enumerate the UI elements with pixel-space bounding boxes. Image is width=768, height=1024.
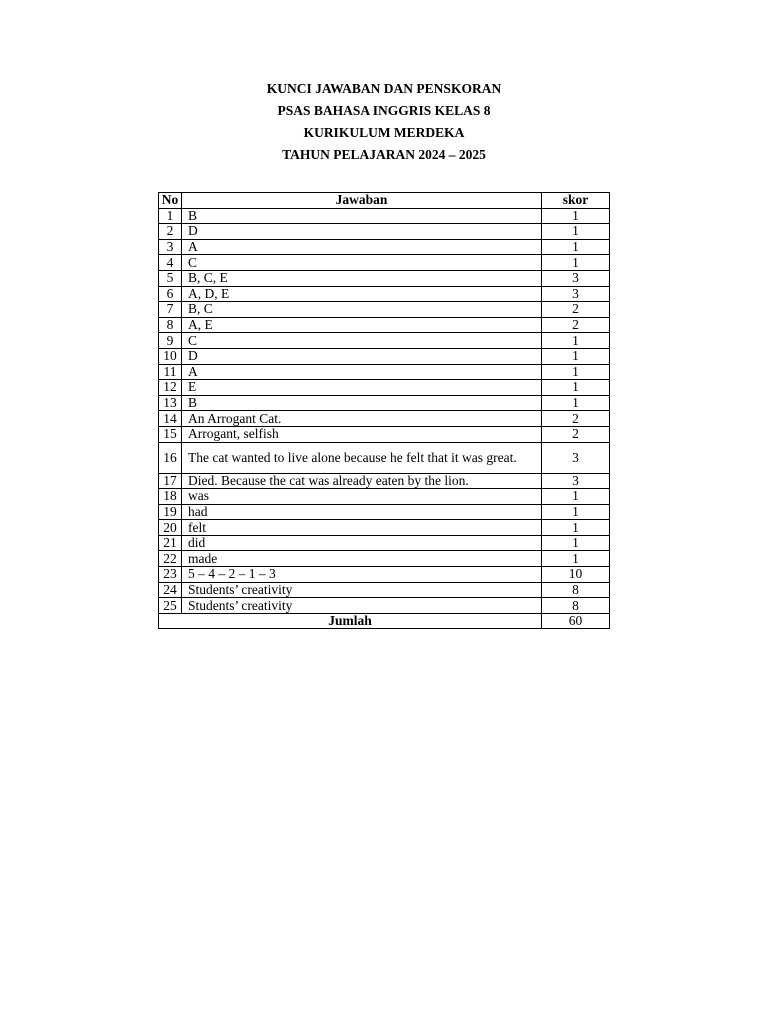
document-header [0,78,768,166]
table-row [159,270,610,286]
cell-score: 10 [542,567,610,583]
cell-no: 23 [159,567,182,583]
table-row [159,255,610,271]
table-row [159,395,610,411]
table-row [159,551,610,567]
cell-answer: made [182,551,542,567]
cell-score: 1 [542,208,610,224]
column-header-no: No [159,193,182,209]
cell-score: 1 [542,224,610,240]
cell-answer: C [182,255,542,271]
cell-no: 14 [159,411,182,427]
cell-score: 3 [542,442,610,473]
cell-no: 9 [159,333,182,349]
cell-no: 8 [159,317,182,333]
table-row [159,380,610,396]
cell-no: 22 [159,551,182,567]
cell-answer: A, D, E [182,286,542,302]
header-curriculum: KURIKULUM MERDEKA [303,125,465,140]
column-header-score: skor [542,193,610,209]
table-row [159,286,610,302]
table-row [159,364,610,380]
cell-answer: A [182,364,542,380]
cell-no: 1 [159,208,182,224]
cell-answer: A [182,239,542,255]
cell-no: 25 [159,598,182,614]
cell-no: 17 [159,473,182,489]
cell-answer: An Arrogant Cat. [182,411,542,427]
cell-score: 1 [542,520,610,536]
cell-answer: Students’ creativity [182,582,542,598]
total-row [159,613,610,629]
answer-key-table [158,192,610,629]
cell-no: 19 [159,504,182,520]
cell-score: 1 [542,348,610,364]
table-row [159,348,610,364]
cell-score: 1 [542,551,610,567]
cell-no: 6 [159,286,182,302]
cell-no: 5 [159,270,182,286]
table-row [159,333,610,349]
cell-answer: did [182,535,542,551]
table-row [159,489,610,505]
cell-answer: B [182,395,542,411]
table-row [159,442,610,473]
cell-answer: had [182,504,542,520]
cell-answer: B, C, E [182,270,542,286]
table-row [159,426,610,442]
table-row [159,520,610,536]
cell-answer: was [182,489,542,505]
cell-score: 3 [542,270,610,286]
header-title: KUNCI JAWABAN DAN PENSKORAN [266,81,502,96]
table-row [159,317,610,333]
total-value: 60 [542,613,610,629]
cell-answer: Arrogant, selfish [182,426,542,442]
table-row [159,582,610,598]
cell-score: 1 [542,333,610,349]
table-row [159,473,610,489]
cell-score: 1 [542,239,610,255]
cell-no: 2 [159,224,182,240]
table-row [159,224,610,240]
column-header-answer: Jawaban [182,193,542,209]
cell-no: 21 [159,535,182,551]
table-header-row [159,193,610,209]
table-row [159,411,610,427]
cell-score: 3 [542,473,610,489]
cell-no: 3 [159,239,182,255]
table-row [159,535,610,551]
table-row [159,504,610,520]
table-row [159,598,610,614]
cell-score: 1 [542,535,610,551]
cell-score: 2 [542,302,610,318]
cell-answer: E [182,380,542,396]
cell-answer: 5 – 4 – 2 – 1 – 3 [182,567,542,583]
cell-no: 24 [159,582,182,598]
cell-answer: B [182,208,542,224]
cell-score: 3 [542,286,610,302]
cell-score: 1 [542,255,610,271]
cell-answer: C [182,333,542,349]
cell-score: 1 [542,395,610,411]
cell-score: 2 [542,317,610,333]
cell-no: 13 [159,395,182,411]
cell-score: 2 [542,411,610,427]
cell-answer: felt [182,520,542,536]
cell-score: 1 [542,504,610,520]
table-row [159,239,610,255]
cell-no: 18 [159,489,182,505]
cell-answer: A, E [182,317,542,333]
cell-no: 16 [159,442,182,473]
cell-answer: D [182,224,542,240]
cell-no: 12 [159,380,182,396]
cell-answer: D [182,348,542,364]
cell-no: 10 [159,348,182,364]
cell-no: 4 [159,255,182,271]
cell-no: 7 [159,302,182,318]
cell-answer: Students’ creativity [182,598,542,614]
total-label: Jumlah [159,613,542,629]
cell-answer: B, C [182,302,542,318]
cell-score: 2 [542,426,610,442]
cell-score: 8 [542,582,610,598]
cell-score: 1 [542,364,610,380]
cell-score: 1 [542,380,610,396]
cell-no: 15 [159,426,182,442]
table-row [159,302,610,318]
table-row [159,567,610,583]
cell-answer: Died. Because the cat was already eaten by the lion. [182,473,542,489]
cell-no: 20 [159,520,182,536]
header-academic-year: TAHUN PELAJARAN 2024 – 2025 [282,147,486,162]
table-row [159,208,610,224]
cell-score: 8 [542,598,610,614]
cell-answer: The cat wanted to live alone because he felt that it was great. [182,442,542,473]
cell-no: 11 [159,364,182,380]
cell-score: 1 [542,489,610,505]
header-subject: PSAS BAHASA INGGRIS KELAS 8 [277,103,491,118]
